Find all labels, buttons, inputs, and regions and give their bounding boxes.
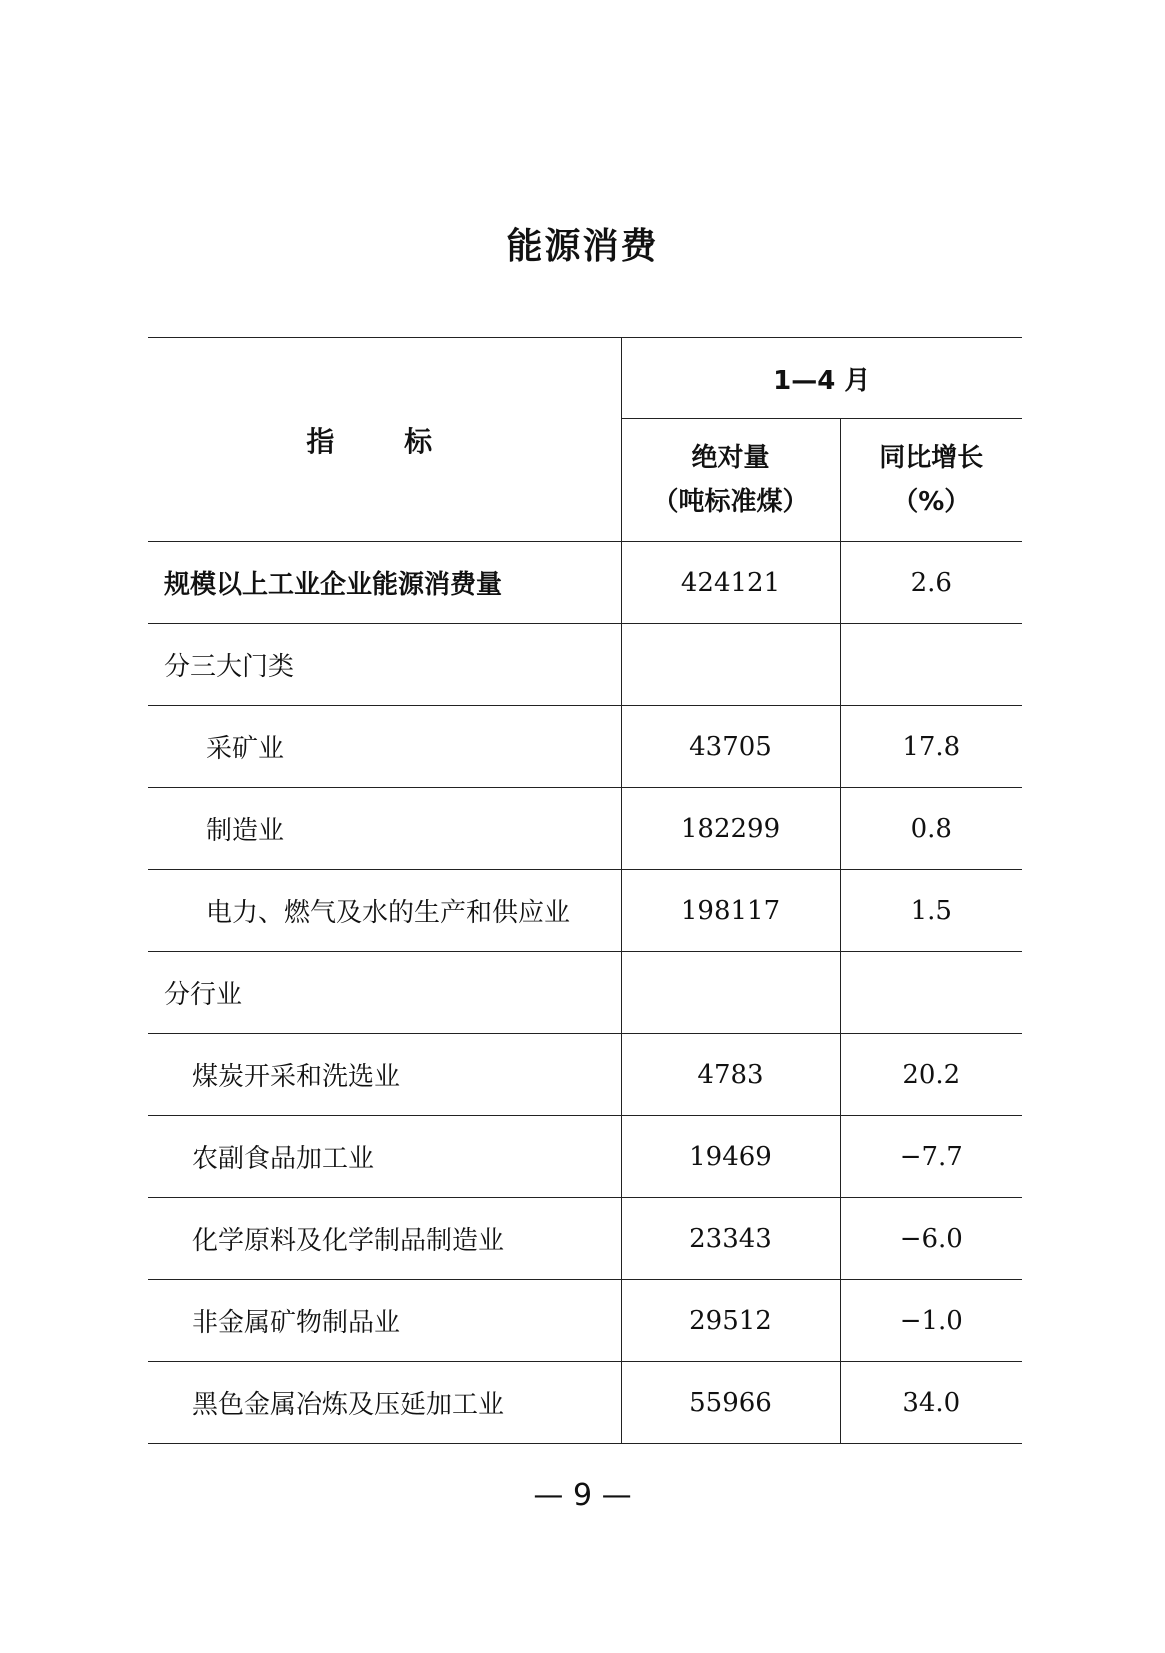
indicator-header: 指 标: [148, 338, 621, 542]
row-value: 182299: [621, 788, 840, 870]
row-growth: −7.7: [840, 1116, 1022, 1198]
row-growth: 34.0: [840, 1362, 1022, 1444]
row-value: 4783: [621, 1034, 840, 1116]
row-value: [621, 952, 840, 1034]
growth-label: 同比增长: [879, 443, 984, 473]
row-name: 非金属矿物制品业: [148, 1280, 621, 1362]
growth-unit: （%）: [892, 487, 971, 517]
row-value: 424121: [621, 542, 840, 624]
row-name: 农副食品加工业: [148, 1116, 621, 1198]
page-number: — 9 —: [533, 1478, 632, 1513]
energy-consumption-table: [148, 337, 1022, 1444]
growth-header: [840, 419, 1022, 542]
row-name: 采矿业: [148, 706, 621, 788]
row-growth: 2.6: [840, 542, 1022, 624]
table-row: [148, 788, 1022, 870]
page-title: 能源消费: [506, 226, 659, 267]
row-growth: 20.2: [840, 1034, 1022, 1116]
table-row: [148, 1034, 1022, 1116]
table-row: [148, 1362, 1022, 1444]
table-row: [148, 1116, 1022, 1198]
row-value: 29512: [621, 1280, 840, 1362]
table-row: [148, 624, 1022, 706]
row-value: [621, 624, 840, 706]
table-row: [148, 706, 1022, 788]
row-growth: [840, 624, 1022, 706]
row-growth: 0.8: [840, 788, 1022, 870]
table-row: [148, 1198, 1022, 1280]
row-name: 煤炭开采和洗选业: [148, 1034, 621, 1116]
table-row: [148, 870, 1022, 952]
row-name: 黑色金属冶炼及压延加工业: [148, 1362, 621, 1444]
row-growth: −6.0: [840, 1198, 1022, 1280]
row-name: 电力、燃气及水的生产和供应业: [148, 870, 621, 952]
row-value: 19469: [621, 1116, 840, 1198]
period-header: 1—4 月: [621, 338, 1022, 419]
absolute-amount-label: 绝对量: [691, 443, 770, 473]
row-growth: −1.0: [840, 1280, 1022, 1362]
row-name: 分三大门类: [148, 624, 621, 706]
row-value: 198117: [621, 870, 840, 952]
absolute-amount-header: [621, 419, 840, 542]
row-growth: [840, 952, 1022, 1034]
row-name: 制造业: [148, 788, 621, 870]
row-growth: 17.8: [840, 706, 1022, 788]
table-row: [148, 952, 1022, 1034]
row-name: 规模以上工业企业能源消费量: [148, 542, 621, 624]
table-row: [148, 1280, 1022, 1362]
row-growth: 1.5: [840, 870, 1022, 952]
absolute-amount-unit: （吨标准煤）: [652, 487, 809, 517]
table-row: [148, 542, 1022, 624]
row-value: 55966: [621, 1362, 840, 1444]
row-value: 43705: [621, 706, 840, 788]
row-value: 23343: [621, 1198, 840, 1280]
row-name: 分行业: [148, 952, 621, 1034]
row-name: 化学原料及化学制品制造业: [148, 1198, 621, 1280]
